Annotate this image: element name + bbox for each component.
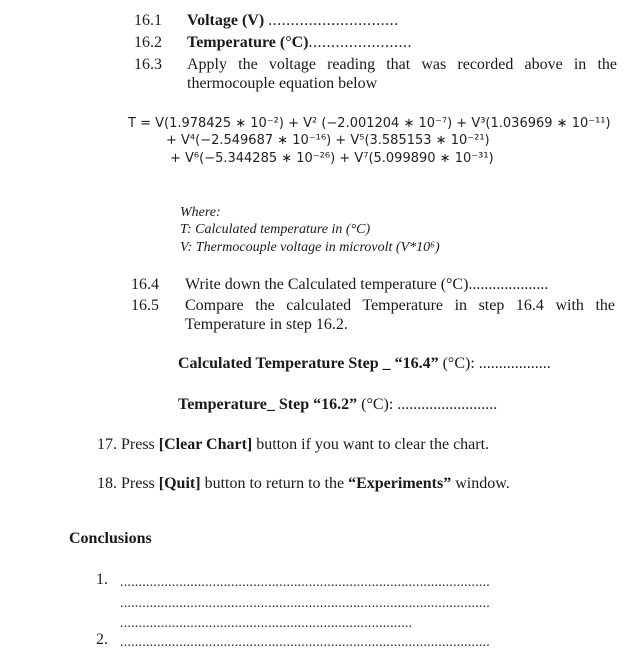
- conclusion-1-line-3: ...............................................................................: [120, 616, 413, 631]
- step-16-5-number: 16.5: [131, 297, 159, 314]
- temperature-label: Temperature (°C): [187, 34, 309, 51]
- step-16-1-number: 16.1: [134, 12, 162, 29]
- temperature-step-label: Temperature_ Step “16.2”: [178, 396, 358, 413]
- calculated-temperature-label: Calculated Temperature Step _ “16.4”: [178, 355, 439, 372]
- step-16-2-number: 16.2: [134, 34, 162, 51]
- equation-line-3: + V⁶(−5.344285 ∗ 10⁻²⁶) + V⁷(5.099890 ∗ 10⁻³¹): [170, 151, 494, 166]
- conclusions-heading: Conclusions: [69, 530, 152, 547]
- step-18-post: window.: [451, 475, 510, 492]
- clear-chart-button-ref: [Clear Chart]: [158, 436, 253, 453]
- where-v-definition: V: Thermocouple voltage in microvolt (V*10⁶): [180, 240, 440, 255]
- where-t-definition: T: Calculated temperature in (°C): [180, 222, 371, 237]
- where-title: Where:: [180, 205, 221, 220]
- temperature-step-blank: (°C): .........................: [361, 396, 498, 413]
- step-16-3-line1: Apply the voltage reading that was recorded above in the: [187, 56, 617, 73]
- step-16-3-number: 16.3: [134, 56, 162, 73]
- step-18: [97, 475, 510, 493]
- voltage-label: Voltage (V): [187, 12, 265, 29]
- conclusion-1-line-2: ....................................................................................................: [120, 596, 490, 611]
- conclusion-2-number: 2.: [96, 631, 108, 648]
- step-16-4-text: Write down the Calculated temperature (°C)....................: [185, 276, 549, 293]
- voltage-dots: .............................: [268, 12, 399, 29]
- step-18-pre: Press: [121, 475, 159, 492]
- calculated-temperature-blank: (°C): ..................: [442, 355, 551, 372]
- step-16-3-line2: thermocouple equation below: [187, 75, 378, 92]
- conclusion-2-line-1: ....................................................................................................: [120, 635, 490, 650]
- step-16-4-number: 16.4: [131, 276, 159, 293]
- temperature-step-line: [178, 396, 497, 414]
- conclusion-1-number: 1.: [96, 571, 108, 588]
- experiments-window-ref: “Experiments”: [348, 475, 452, 492]
- temperature-dots: .......................: [308, 34, 412, 51]
- step-16-1-text: [187, 12, 399, 30]
- equation-line-1: T = V(1.978425 ∗ 10⁻²) + V² (−2.001204 ∗ 10⁻⁷) + V³(1.036969 ∗ 10⁻¹¹): [128, 116, 611, 131]
- quit-button-ref: [Quit]: [158, 475, 201, 492]
- step-16-2-text: [187, 34, 412, 52]
- step-17-number: 17.: [97, 436, 117, 453]
- step-18-mid: button to return to the: [200, 475, 349, 492]
- step-16-5-line2: Temperature in step 16.2.: [185, 316, 348, 333]
- step-18-number: 18.: [97, 475, 117, 492]
- calculated-temperature-line: [178, 355, 551, 373]
- step-17-post: button if you want to clear the chart.: [252, 436, 490, 453]
- step-16-5-line1: Compare the calculated Temperature in step 16.4 with the: [185, 297, 615, 314]
- equation-line-2: + V⁴(−2.549687 ∗ 10⁻¹⁶) + V⁵(3.585153 ∗ 10⁻²¹): [166, 133, 490, 148]
- step-17-pre: Press: [121, 436, 159, 453]
- step-17: [97, 436, 489, 454]
- conclusion-1-line-1: ....................................................................................................: [120, 575, 490, 590]
